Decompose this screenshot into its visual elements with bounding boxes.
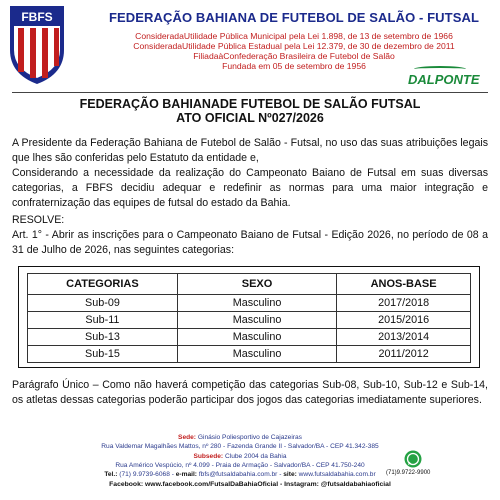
table-row (28, 329, 471, 346)
cell-category: Sub-15 (28, 346, 178, 363)
federation-title: FEDERAÇÃO BAHIANA DE FUTEBOL DE SALÃO - FUTSAL (108, 10, 480, 25)
resolve-label: RESOLVE: (12, 214, 65, 226)
categories-table (27, 273, 471, 363)
cell-years: 2013/2014 (337, 329, 471, 346)
footer-sede: Sede: Ginásio Poliesportivo de Cajazeiras (178, 434, 302, 441)
sponsor-logo (408, 66, 488, 87)
fbfs-logo (8, 4, 66, 86)
table-row (28, 295, 471, 312)
header-categorias: CATEGORIAS (28, 274, 178, 295)
whatsapp-number: (71)9.9722-9900 (386, 470, 431, 476)
paragraph-sole: Parágrafo Único – Como não haverá competição das categorias Sub-08, Sub-10, Sub-12 e Sub-14, os atletas dessas categorias poderão participar dos jogos das categorias imediatamente superiores. (12, 379, 488, 406)
header-line-1: ConsideradaUtilidade Pública Municipal pela Lei 1.898, de 13 de setembro de 1966 (135, 31, 453, 41)
header-sexo: SEXO (177, 274, 336, 295)
table-row (28, 346, 471, 363)
cell-category: Sub-13 (28, 329, 178, 346)
categories-table-frame (18, 266, 480, 368)
footer-phone: (71) 9.9739-6068 (119, 471, 170, 478)
cell-years: 2017/2018 (337, 295, 471, 312)
whatsapp-icon (404, 450, 422, 468)
document-title: FEDERAÇÃO BAHIANADE FUTEBOL DE SALÃO FUTSAL (79, 97, 421, 111)
table-header-row (28, 274, 471, 295)
cell-category: Sub-09 (28, 295, 178, 312)
header-line-4: Fundada em 05 de setembro de 1956 (222, 61, 366, 71)
footer-subsede-address: Rua Américo Vespúcio, nº 4.099 - Praia de Armação - Salvador/BA - CEP 41.750-240 (115, 462, 365, 469)
header-line-3: FiliadaàConfederação Brasileira de Futebol de Salão (193, 51, 395, 61)
table-row (28, 312, 471, 329)
sponsor-name: DALPONTE (408, 72, 480, 87)
paragraph-intro: A Presidente da Federação Bahiana de Futebol de Salão - Futsal, no uso das suas atribuições legais que lhes são conferidas pelo Estatuto da entidade e, (12, 137, 488, 164)
paragraph-article-1: Art. 1° - Abrir as inscrições para o Campeonato Baiano de Futsal - Edição 2026, no período de 08 a 31 de Julho de 2026, nas seguintes categorias: (12, 229, 488, 256)
cell-sex: Masculino (177, 329, 336, 346)
paragraph-considering: Considerando a necessidade da realização do Campeonato Baiano de Futsal em suas diversas categorias, a FBFS decidiu adequar e redefinir as normas para uma maior integração e confraternização das equipes de futsal do estado da Bahia. (12, 167, 488, 209)
footer-social[interactable]: Facebook: www.facebook.com/FutsalDaBahiaOficial - Instagram: @futsaldabahiaoficial (109, 481, 391, 488)
svg-text:FBFS: FBFS (21, 10, 53, 24)
cell-years: 2011/2012 (337, 346, 471, 363)
footer-sede-address: Rua Valdemar Magalhães Mattos, nº 280 - Fazenda Grande II - Salvador/BA - CEP 41.342-385 (101, 443, 379, 450)
cell-sex: Masculino (177, 346, 336, 363)
header-divider (12, 92, 488, 93)
header-anos-base: ANOS-BASE (337, 274, 471, 295)
cell-years: 2015/2016 (337, 312, 471, 329)
act-number: ATO OFICIAL Nº027/2026 (176, 111, 324, 125)
footer-contacts: Tel.: (71) 9.9739-6068 - e-mail: fbfs@futsaldabahia.com.br - site: www.futsaldabahia.com.br (104, 471, 376, 478)
footer-site-link[interactable]: www.futsaldabahia.com.br (298, 471, 376, 478)
footer-email-link[interactable]: fbfs@futsaldabahia.com.br (198, 471, 278, 478)
header-line-2: ConsideradaUtilidade Pública Estadual pela Lei 12.379, de 30 de dezembro de 2011 (133, 41, 455, 51)
cell-category: Sub-11 (28, 312, 178, 329)
cell-sex: Masculino (177, 295, 336, 312)
cell-sex: Masculino (177, 312, 336, 329)
footer-subsede: Subsede: Clube 2004 da Bahia (193, 453, 287, 460)
